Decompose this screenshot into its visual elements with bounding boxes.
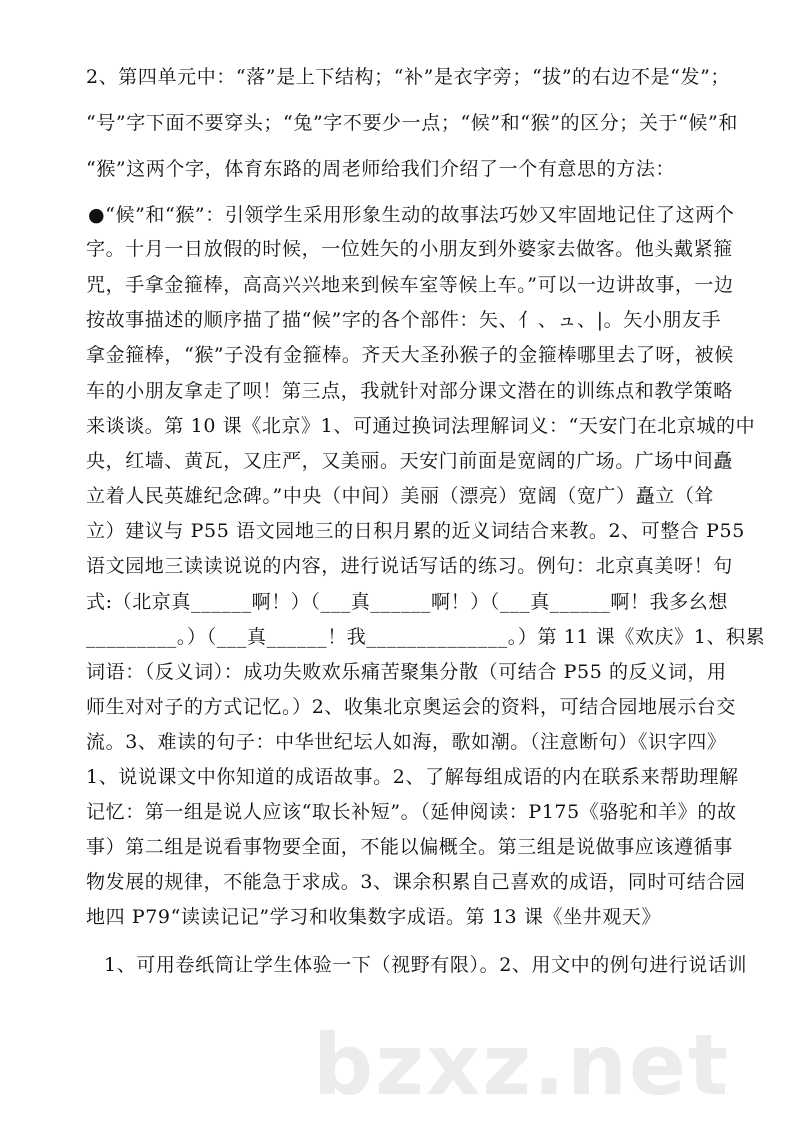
- text-line: 2、第四单元中：“落”是上下结构；“补”是衣字旁；“拔”的右边不是“发”；: [86, 66, 730, 88]
- watermark: bzxz.net: [313, 1016, 730, 1114]
- text-line: 流。3、难读的句子：中华世纪坛人如海，歌如潮。（注意断句）《识字四》: [86, 731, 727, 753]
- text-line: 1、可用卷纸筒让学生体验一下（视野有限）。2、用文中的例句进行说话训: [104, 954, 748, 976]
- text-line: 来谈谈。第 10 课《北京》1、可通过换词法理解词义：“天安门在北京城的中: [86, 415, 756, 437]
- text-line: 师生对对子的方式记忆。）2、收集北京奥运会的资料，可结合园地展示台交: [86, 696, 736, 718]
- text-line: 咒，手拿金箍棒，高高兴兴地来到候车室等候上车。”可以一边讲故事，一边: [86, 274, 734, 296]
- text-line: 词语：（反义词）：成功失败欢乐痛苦聚集分散（可结合 P55 的反义词，用: [86, 661, 727, 683]
- text-line: 语文园地三读读说说的内容，进行说话写话的练习。例句：北京真美呀！句: [86, 555, 733, 577]
- text-line: 央，红墙、黄瓦，又庄严，又美丽。天安门前面是宽阔的广场。广场中间矗: [86, 450, 733, 472]
- text-line: 1、说说课文中你知道的成语故事。2、了解每组成语的内在联系来帮助理解: [86, 766, 739, 788]
- text-line: 立着人民英雄纪念碑。”中央（中间）美丽（漂亮）宽阔（宽广）矗立（耸: [86, 485, 715, 507]
- text-line: 车的小朋友拿走了呗！第三点，我就针对部分课文潜在的训练点和教学策略: [86, 380, 733, 402]
- text-line: “号”字下面不要穿头；“兔”字不要少一点；“候”和“猴”的区分；关于“候”和: [86, 112, 738, 134]
- bullet-paragraph-start: ●“候”和“猴”：引领学生采用形象生动的故事法巧妙又牢固地记住了这两个: [88, 204, 735, 226]
- text-line: 地四 P79“读读记记”学习和收集数字成语。第 13 课《坐井观天》: [86, 906, 662, 928]
- text-line: 立）建议与 P55 语文园地三的日积月累的近义词结合来教。2、可整合 P55: [86, 520, 745, 542]
- text-line: 字。十月一日放假的时候，一位姓矢的小朋友到外婆家去做客。他头戴紧箍: [86, 238, 733, 260]
- text-line: 按故事描述的顺序描了描“候”字的各个部件：矢、亻、ュ、|。矢小朋友手: [86, 309, 722, 331]
- text-line: 物发展的规律，不能急于求成。3、课余积累自己喜欢的成语，同时可结合园: [86, 871, 746, 893]
- text-line: 记忆：第一组是说人应该“取长补短”。（延伸阅读：P175《骆驼和羊》的故: [86, 801, 737, 823]
- text-line: 事）第二组是说看事物要全面，不能以偏概全。第三组是说做事应该遵循事: [86, 836, 733, 858]
- text-line: _________。）（___真______！我______________。）第 11 课《欢庆》1、积累: [86, 626, 766, 648]
- text-line: “猴”这两个字，体育东路的周老师给我们介绍了一个有意思的方法：: [86, 158, 676, 180]
- text-line: 式:（北京真______啊！）（___真______啊！）（___真______啊！我多幺想: [86, 591, 729, 613]
- text-line: 拿金箍棒，“猴”子没有金箍棒。齐天大圣孙猴子的金箍棒哪里去了呀，被候: [86, 344, 734, 366]
